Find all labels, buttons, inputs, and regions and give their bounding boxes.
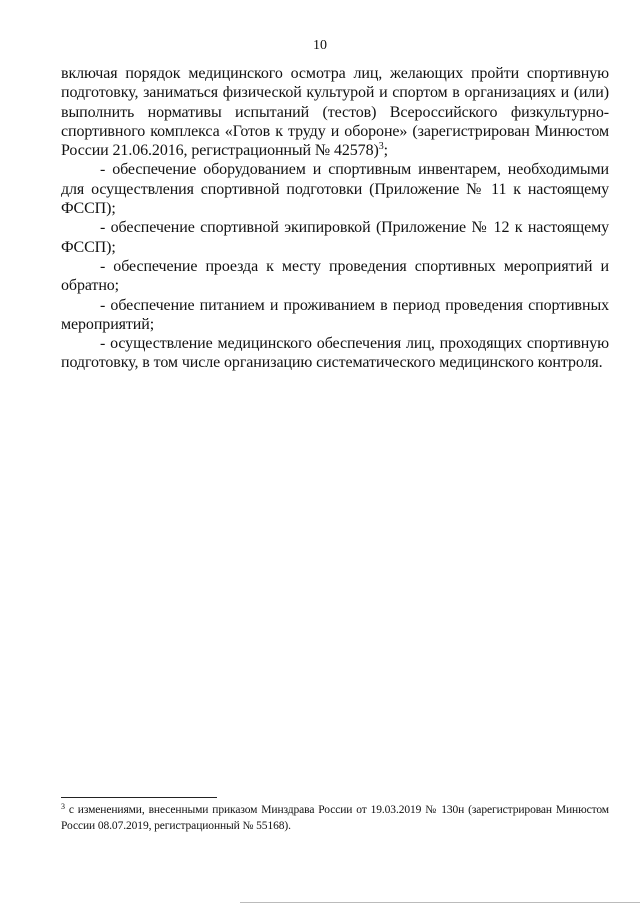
list-item-medical-support: - осуществление медицинского обеспечения лиц, проходящих спортивную подготовку, в том числе организацию систематического медицинского контроля. (61, 335, 609, 372)
page-number: 10 (313, 38, 327, 53)
body-text (61, 64, 609, 373)
paragraph-medical-exam (61, 64, 609, 160)
footnote-marker: 3 (61, 802, 65, 811)
list-item-food-lodging: - обеспечение питанием и проживанием в период проведения спортивных мероприятий; (61, 296, 609, 333)
paragraph-text: включая порядок медицинского осмотра лиц, желающих пройти спортивную подготовку, заниматься физической культурой и спортом в организациях и (или) выполнить нормативы испытаний (тестов) Всероссийского физкультурно-спортивного комплекса «Готов к труду и обороне» (зарегистрирован Минюстом России 21.06.2016, регистрационный № 42578) (61, 65, 609, 160)
footnote-reference: 3 (378, 141, 384, 153)
list-item-travel: - обеспечение проезда к месту проведения спортивных мероприятий и обратно; (61, 257, 609, 295)
paragraph-punctuation: ; (383, 142, 388, 160)
scan-edge-line (240, 902, 640, 903)
footnote-divider (61, 797, 217, 798)
footnote (61, 803, 609, 834)
list-item-equipment: - обеспечение оборудованием и спортивным инвентарем, необходимыми для осуществления спортивной подготовки (Приложение № 11 к настоящему ФССП); (61, 161, 609, 218)
list-item-sports-gear: - обеспечение спортивной экипировкой (Приложение № 12 к настоящему ФССП); (61, 219, 609, 256)
footnote-text: с изменениями, внесенными приказом Минздрава России от 19.03.2019 № 130н (зарегистрирован Минюстом России 08.07.2019, регистрационный № 55168). (61, 804, 609, 832)
